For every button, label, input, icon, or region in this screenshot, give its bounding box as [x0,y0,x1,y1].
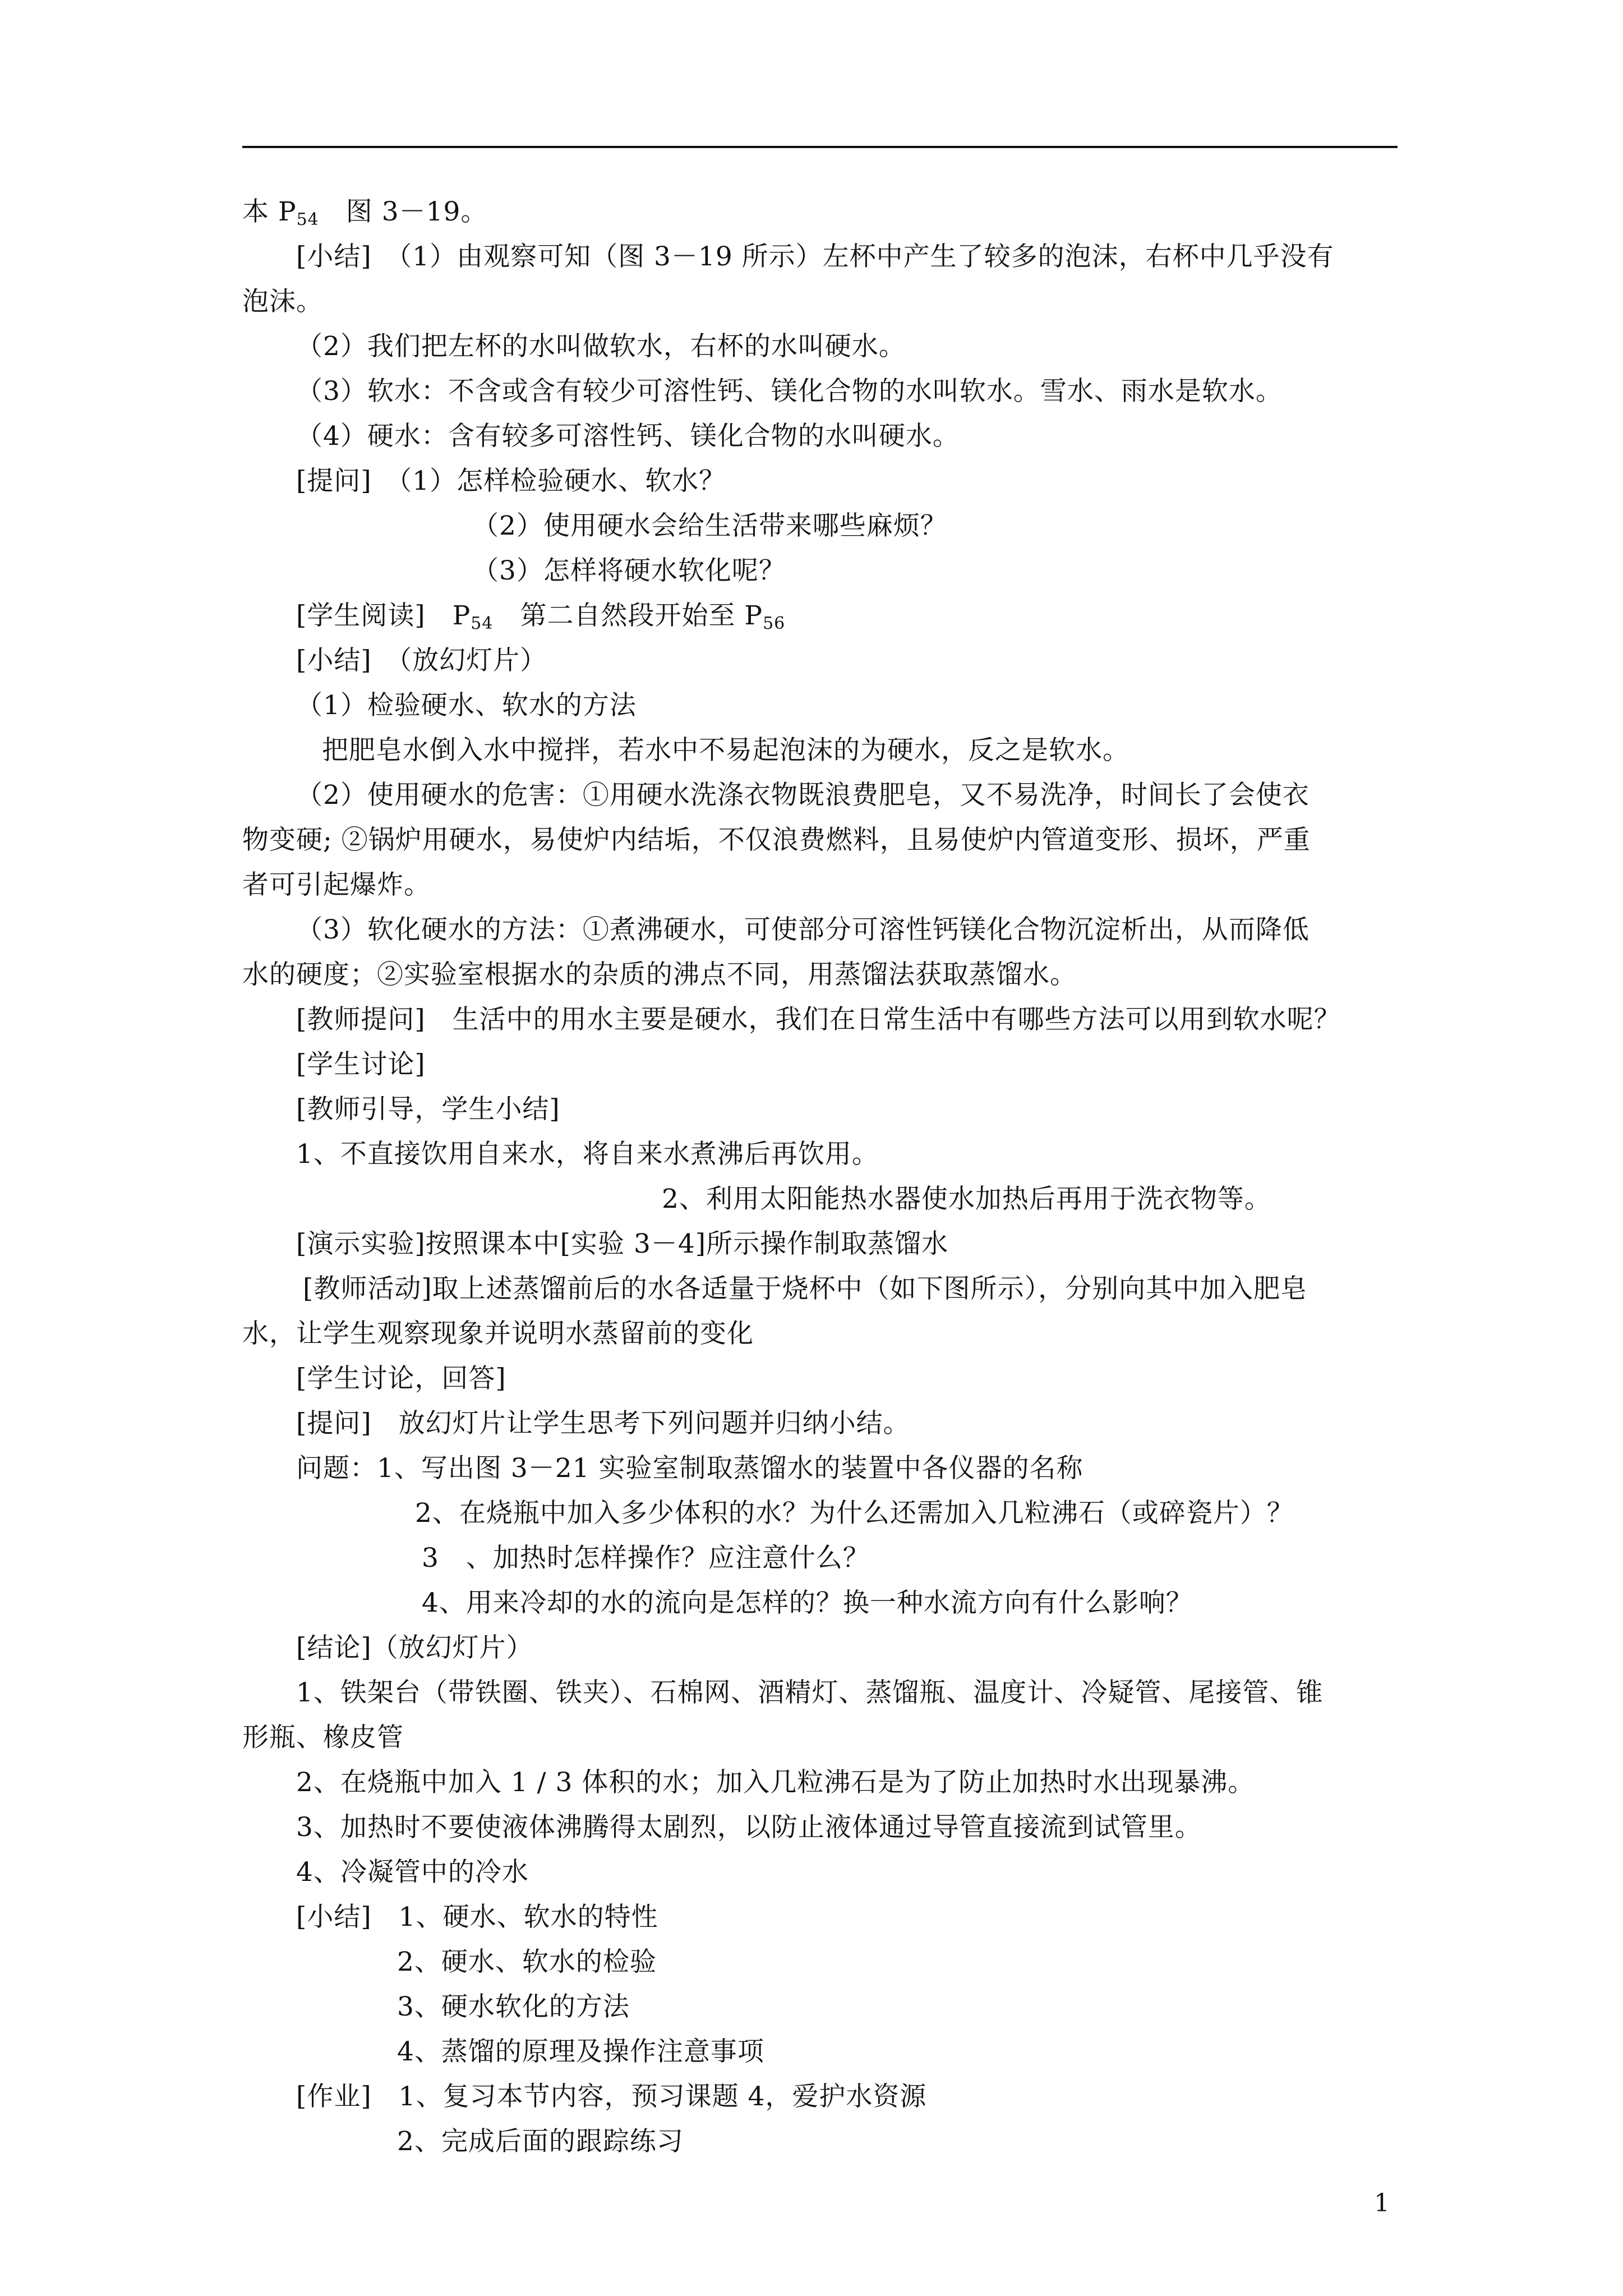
text-line: （2）使用硬水的危害：①用硬水洗涤衣物既浪费肥皂，又不易洗净，时间长了会使衣 [296,780,1310,811]
text-line: （3）软化硬水的方法：①煮沸硬水，可使部分可溶性钙镁化合物沉淀析出，从而降低 [296,914,1310,945]
text-line: 本 $P_{54}$ 图 3－19。 [242,196,488,229]
text-line: 2、在烧瓶中加入 1 / 3 体积的水；加入几粒沸石是为了防止加热时水出现暴沸。 [296,1767,1255,1798]
text-line: [小结] （放幻灯片） [296,645,547,676]
text-line: 4、用来冷却的水的流向是怎样的？换一种水流方向有什么影响？ [422,1588,1193,1618]
text-line: （1）检验硬水、软水的方法 [296,690,637,721]
text-line: 形瓶、橡皮管 [242,1722,404,1753]
text-line: 问题：1、写出图 3－21 实验室制取蒸馏水的装置中各仪器的名称 [296,1453,1083,1484]
text-line: [学生讨论] [296,1049,426,1080]
text-line: 水，让学生观察现象并说明水蒸留前的变化 [242,1318,754,1349]
text-line: 3、加热时不要使液体沸腾得太剧烈，以防止液体通过导管直接流到试管里。 [296,1812,1202,1843]
text-line: （3）怎样将硬水软化呢？ [472,555,786,586]
text-line: [教师提问] 生活中的用水主要是硬水，我们在日常生活中有哪些方法可以用到软水呢？ [296,1004,1341,1035]
text-line: （2）我们把左杯的水叫做软水，右杯的水叫硬水。 [296,331,906,362]
text-line: 3 、加热时怎样操作？应注意什么？ [422,1543,870,1573]
text-line: [提问] （1）怎样检验硬水、软水？ [296,466,726,496]
text-line: 4、冷凝管中的冷水 [296,1857,529,1888]
text-line: 2、完成后面的跟踪练习 [397,2126,684,2157]
text-line: （3）软水：不含或含有较少可溶性钙、镁化合物的水叫软水。雪水、雨水是软水。 [296,376,1283,407]
text-line: 者可引起爆炸。 [242,869,431,900]
text-line: 水的硬度；②实验室根据水的杂质的沸点不同，用蒸馏法获取蒸馏水。 [242,959,1077,990]
text-line: [小结] 1、硬水、软水的特性 [296,1902,658,1932]
text-line: 泡沫。 [242,286,323,317]
text-line: 3、硬水软化的方法 [397,1991,630,2022]
text-line: [学生讨论，回答] [296,1363,506,1394]
text-line: [演示实验]按照课本中[实验 3－4]所示操作制取蒸馏水 [296,1228,949,1259]
text-line: [教师活动]取上述蒸馏前后的水各适量于烧杯中（如下图所示），分别向其中加入肥皂 [303,1273,1308,1304]
text-line: 2、硬水、软水的检验 [397,1947,657,1977]
text-line: [提问] 放幻灯片让学生思考下列问题并归纳小结。 [296,1408,910,1439]
text-line: 1、铁架台（带铁圈、铁夹）、石棉网、酒精灯、蒸馏瓶、温度计、冷疑管、尾接管、锥 [296,1677,1324,1708]
text-line: 物变硬; ②锅炉用硬水，易使炉内结垢，不仅浪费燃料，且易使炉内管道变形、损坏，严重 [242,825,1311,855]
text-line: 4、蒸馏的原理及操作注意事项 [397,2036,764,2067]
text-line: [教师引导，学生小结] [296,1094,560,1125]
text-line: 把肥皂水倒入水中搅拌，若水中不易起泡沫的为硬水，反之是软水。 [322,735,1129,766]
text-line: （2）使用硬水会给生活带来哪些麻烦？ [472,510,947,541]
header-rule [242,146,1398,148]
text-line: [学生阅读] $P_{54}$ 第二自然段开始至 $P_{56}$ [296,600,786,633]
text-line: （4）硬水：含有较多可溶性钙、镁化合物的水叫硬水。 [296,421,960,452]
text-line: 1、不直接饮用自来水，将自来水煮沸后再饮用。 [296,1139,879,1170]
text-line: 2、利用太阳能热水器使水加热后再用于洗衣物等。 [662,1184,1271,1214]
text-line: 2、在烧瓶中加入多少体积的水？为什么还需加入几粒沸石（或碎瓷片）？ [415,1498,1294,1529]
page-number: 1 [1374,2189,1390,2217]
text-line: [小结] （1）由观察可知（图 3－19 所示）左杯中产生了较多的泡沫，右杯中几乎没有 [296,241,1334,272]
text-line: [作业] 1、复习本节内容，预习课题 4，爱护水资源 [296,2081,927,2112]
text-line: [结论]（放幻灯片） [296,1632,533,1663]
